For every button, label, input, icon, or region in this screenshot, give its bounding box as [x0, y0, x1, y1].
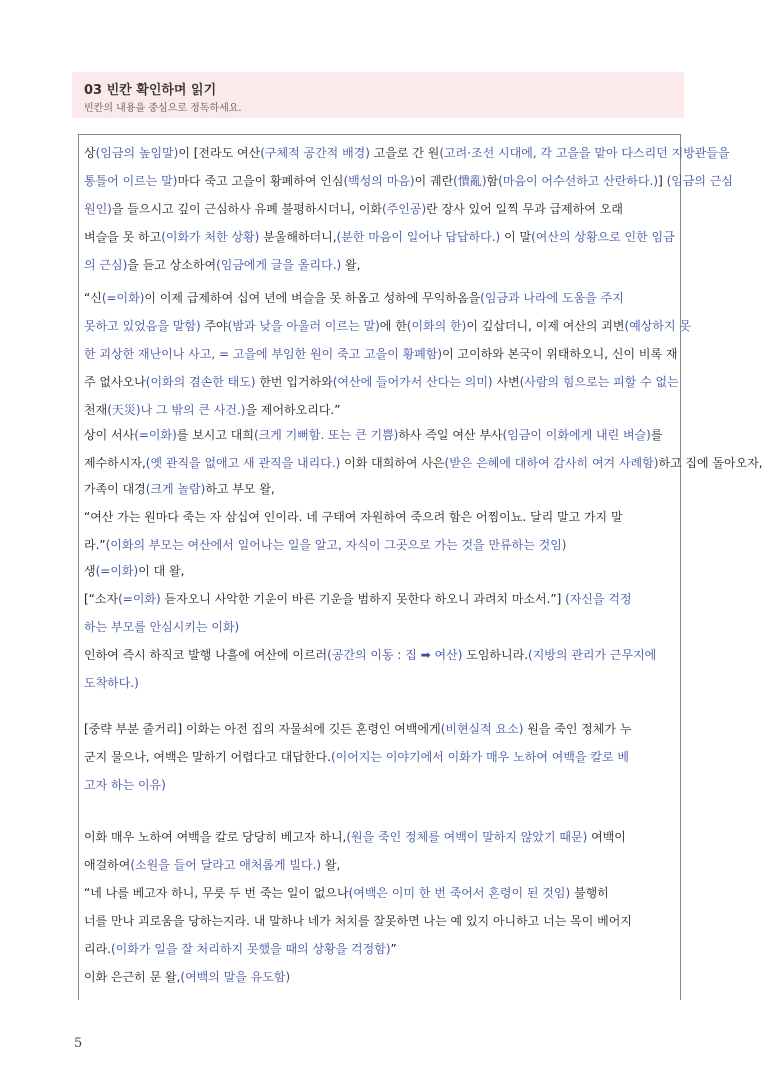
passage-line: 가족이 대경(크게 놀람)하고 부모 왈,: [84, 482, 275, 496]
passage-line: 이화 매우 노하여 여백을 칼로 당당히 베고자 하니,(원을 죽인 정체를 여백이 말하지 않았기 때문) 여백이: [84, 830, 626, 844]
passage-line: 통틀어 이르는 말)마다 죽고 고을이 황폐하여 인심(백성의 마음)이 궤란(憒亂)함(마음이 어수선하고 산란하다.)] (임금의 근심: [84, 174, 734, 188]
passage-line: “네 나를 베고자 하니, 무릇 두 번 죽는 일이 없으나(여백은 이미 한 번 죽어서 혼령이 된 것임) 불행히: [84, 886, 609, 900]
passage-line: [중략 부분 줄거리] 이화는 아전 집의 자물쇠에 깃든 혼령인 여백에게(비현실적 요소) 원을 죽인 정체가 누: [84, 722, 632, 736]
passage-line: 이화 은근히 문 왈,(여백의 말을 유도함): [84, 970, 291, 984]
passage-line: “여산 가는 원마다 죽는 자 삼십여 인이라. 네 구태여 자원하여 죽으려 함은 어찜이뇨. 달리 말고 가지 말: [84, 510, 623, 524]
passage-line: 못하고 있었음을 말함) 주야(밤과 낮을 아울러 이르는 말)에 한(이화의 한)이 깊삽더니, 이제 여산의 괴변(예상하지 못: [84, 319, 691, 333]
passage-line: 리라.(이화가 일을 잘 처리하지 못했을 때의 상황을 걱정함)”: [84, 942, 397, 956]
passage-line: 제수하시자,(옛 관직을 없애고 새 관직을 내리다.) 이화 대희하여 사은(받은 은혜에 대하여 감사히 여겨 사례함)하고 집에 돌아오자,: [84, 456, 763, 470]
section-title: 03 빈칸 확인하며 읽기: [84, 83, 217, 98]
passage-line: 주 없사오나(이화의 겸손한 태도) 한번 입거하와(여산에 들어가서 산다는 의미) 사변(사람의 힘으로는 피할 수 없는: [84, 375, 679, 389]
passage-line: 너를 만나 괴로움을 당하는지라. 내 말하나 네가 처치를 잘못하면 나는 예 있지 아니하고 너는 목이 베어지: [84, 914, 632, 928]
passage-line: 상(임금의 높임말)이 [전라도 여산(구체적 공간적 배경) 고을로 간 원(고려·조선 시대에, 각 고을을 맡아 다스리던 지방관들을: [84, 146, 730, 160]
passage-line: 군지 물으나, 여백은 말하기 어렵다고 대답한다.(이어지는 이야기에서 이화가 매우 노하여 여백을 칼로 베: [84, 750, 629, 764]
passage-line: [“소자(=이화) 듣자오니 사악한 기운이 바른 기운을 범하지 못한다 하오니 과려치 마소서.”] (자신을 걱정: [84, 592, 632, 606]
passage-line: 라.”(이화의 부모는 여산에서 일어나는 일을 알고, 자식이 그곳으로 가는 것을 만류하는 것임): [84, 538, 567, 552]
section-header: [72, 72, 684, 118]
passage-line: 원인)을 들으시고 깊이 근심하사 유폐 불평하시더니, 이화(주인공)란 장사 있어 일찍 무과 급제하여 오래: [84, 202, 623, 216]
passage-line: 생(=이화)이 대 왈,: [84, 564, 185, 578]
passage-line: 상이 서사(=이화)를 보시고 대희(크게 기뻐함. 또는 큰 기쁨)하사 즉일 여산 부사(임금이 이화에게 내린 벼슬)를: [84, 428, 663, 442]
section-subtitle: 빈칸의 내용을 중심으로 정독하세요.: [84, 103, 242, 114]
passage-line: 한 괴상한 재난이나 사고, = 고을에 부임한 원이 죽고 고을이 황폐함)이 고이하와 본국이 위태하오니, 신이 비록 재: [84, 347, 678, 361]
passage-line: 의 근심)을 듣고 상소하여(임금에게 글을 올리다.) 왈,: [84, 258, 361, 272]
passage-line: 고자 하는 이유): [84, 778, 166, 792]
passage-line: 인하여 즉시 하직코 발행 나흘에 여산에 이르러(공간의 이동 : 집 ➡ 여산) 도임하니라.(지방의 관리가 근무지에: [84, 648, 657, 662]
passage-line: “신(=이화)이 이제 급제하여 십여 년에 벼슬을 못 하옵고 성하에 무익하옴을(임금과 나라에 도움을 주지: [84, 291, 624, 305]
page-number: 5: [74, 1036, 83, 1051]
passage-line: 도착하다.): [84, 676, 139, 690]
passage-line: 천재(天災)나 그 밖의 큰 사건.)을 제어하오리다.”: [84, 403, 341, 417]
passage-line: 벼슬을 못 하고(이화가 처한 상황) 분울해하더니,(분한 마음이 일어나 답답하다.) 이 말(여산의 상황으로 인한 임금: [84, 230, 675, 244]
passage-line: 하는 부모를 안심시키는 이화): [84, 620, 240, 634]
passage-line: 애걸하여(소원을 들어 달라고 애처롭게 빌다.) 왈,: [84, 858, 341, 872]
